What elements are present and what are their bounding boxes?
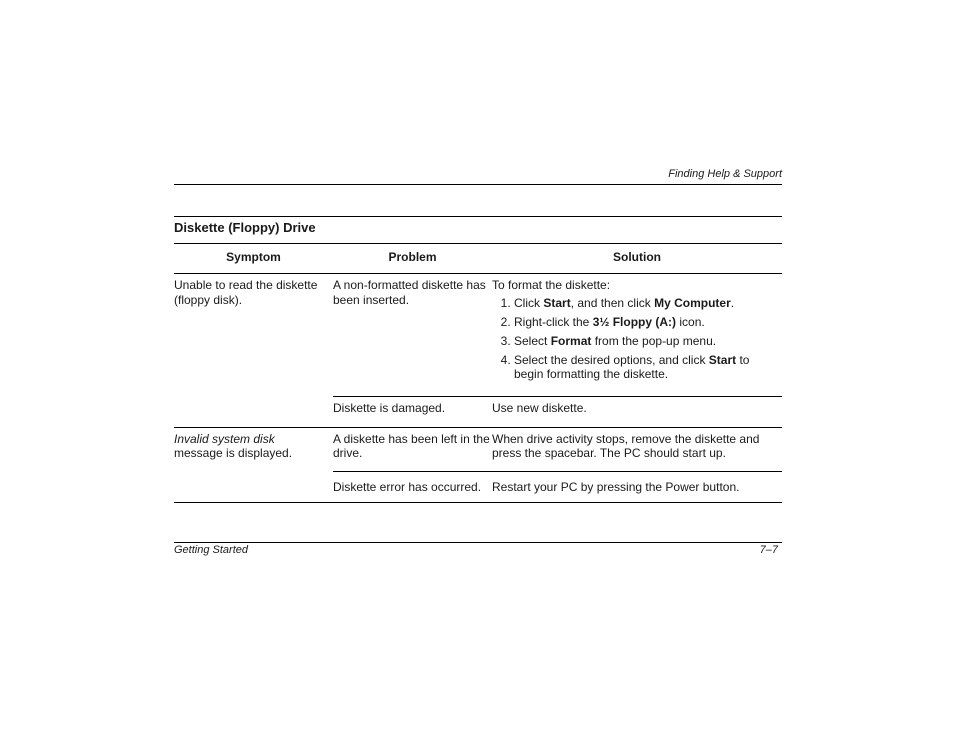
solution-cell: Use new diskette. [492, 397, 782, 428]
solution-steps [492, 296, 782, 382]
column-header-symptom: Symptom [174, 244, 333, 274]
symptom-cell [174, 427, 333, 503]
symptom-text: message is displayed. [174, 446, 293, 460]
troubleshooting-table-section [174, 216, 782, 503]
table-title: Diskette (Floppy) Drive [174, 216, 782, 244]
problem-cell: Diskette error has occurred. [333, 471, 492, 503]
column-header-problem: Problem [333, 244, 492, 274]
table-row [174, 274, 782, 397]
solution-cell [492, 274, 782, 397]
header-rule [174, 184, 782, 185]
solution-step: 3. Select Format from the pop-up menu. [514, 334, 782, 349]
running-header: Finding Help & Support [668, 168, 782, 180]
page-number: 7–7 [759, 544, 778, 556]
solution-step: 2. Right-click the 3½ Floppy (A:) icon. [514, 315, 782, 330]
table-header-row [174, 244, 782, 274]
problem-cell: A diskette has been left in the drive. [333, 427, 492, 471]
table-row [174, 427, 782, 471]
solution-step: 4. Select the desired options, and click Start to begin formatting the diskette. [514, 353, 782, 382]
solution-cell: Restart your PC by pressing the Power button. [492, 471, 782, 503]
solution-step: 1. Click Start, and then click My Computer. [514, 296, 782, 311]
symptom-message-italic: Invalid system disk [174, 431, 275, 446]
solution-intro: To format the diskette: [492, 278, 611, 292]
symptom-text: Unable to read the diskette (floppy disk). [174, 278, 318, 307]
footer-rule [174, 542, 782, 543]
troubleshooting-table [174, 244, 782, 503]
solution-cell: When drive activity stops, remove the diskette and press the spacebar. The PC should start up. [492, 427, 782, 471]
symptom-cell [174, 274, 333, 428]
problem-cell: Diskette is damaged. [333, 397, 492, 428]
problem-cell: A non-formatted diskette has been inserted. [333, 274, 492, 397]
column-header-solution: Solution [492, 244, 782, 274]
footer-title: Getting Started [174, 544, 248, 556]
